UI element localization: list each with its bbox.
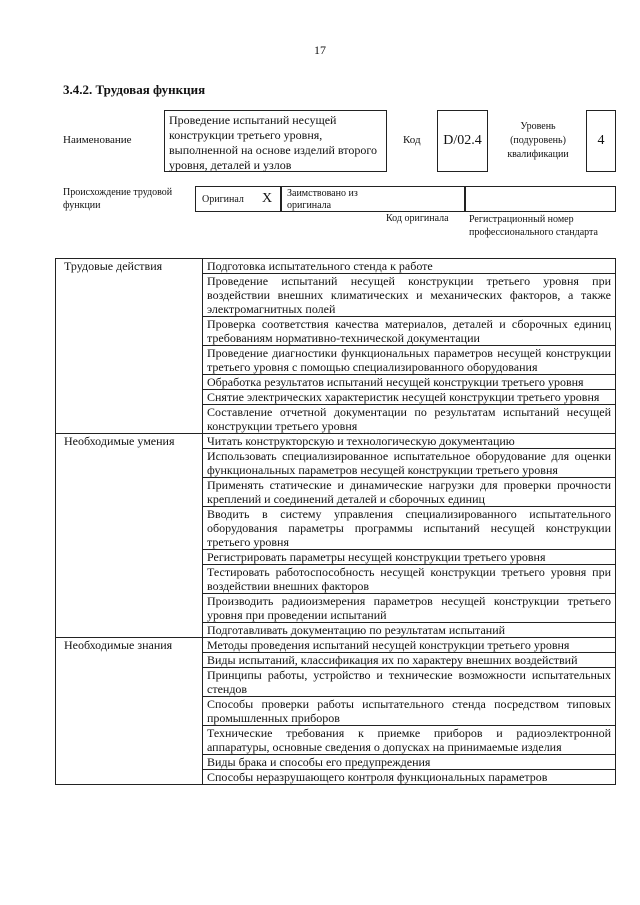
origin-label: Происхождение трудовой функции [63,187,173,211]
table-cell: Применять статические и динамические нагрузки для проверки прочности креплений и соединений деталей и сборочных единиц [203,478,616,507]
table-cell: Способы проверки работы испытательного стенда посредством типовых промышленных приборов [203,697,616,726]
function-name: Проведение испытаний несущей конструкции третьего уровня, выполненной на основе изделий второго уровня, деталей и узлов [169,113,377,172]
table-cell: Читать конструкторскую и технологическую документацию [203,434,616,449]
table-row [56,638,616,653]
function-name-box [164,110,387,172]
table-cell: Проведение диагностики функциональных параметров несущей конструкции третьего уровня с помощью специализированного оборудования [203,346,616,375]
table-cell: Виды брака и способы его предупреждения [203,755,616,770]
table-cell: Методы проведения испытаний несущей конструкции третьего уровня [203,638,616,653]
table-cell: Проведение испытаний несущей конструкции третьего уровня при воздействии внешних климатических и механических факторов, а также электромагнитных полей [203,274,616,317]
table-cell: Виды испытаний, классификация их по характеру внешних воздействий [203,653,616,668]
table-cell: Вводить в систему управления специализированного испытательного оборудования параметры программы испытаний несущей конструкции третьего уровня [203,507,616,550]
table-cell: Способы неразрушающего контроля функциональных параметров [203,770,616,785]
function-details-table [55,258,616,785]
table-cell: Технические требования к приемке приборов и радиоэлектронной аппаратуры, основные сведения о допусках на принимаемые изделия [203,726,616,755]
table-cell: Использовать специализированное испытательное оборудование для оценки функциональных параметров несущей конструкции третьего уровня [203,449,616,478]
category-labor-actions: Трудовые действия [56,259,203,434]
table-row [56,259,616,274]
reg-number-label: Регистрационный номер профессионального стандарта [469,214,598,238]
table-cell: Производить радиоизмерения параметров несущей конструкции третьего уровня при проведении испытаний [203,594,616,623]
table-cell: Регистрировать параметры несущей конструкции третьего уровня [203,550,616,565]
borrowed-cell [281,186,465,212]
table-cell: Составление отчетной документации по результатам испытаний несущей конструкции третьего уровня [203,405,616,434]
table-cell: Принципы работы, устройство и технические возможности испытательных стендов [203,668,616,697]
category-required-skills: Необходимые умения [56,434,203,638]
table-cell: Проверка соответствия качества материалов, деталей и сборочных единиц требованиям нормативно-технической документации [203,317,616,346]
original-label: Оригинал [202,194,244,205]
original-mark: X [262,191,273,206]
borrowed-label: Заимствовано из оригинала [287,188,358,211]
code-value: D/02.4 [437,110,488,172]
table-row [56,434,616,449]
table-cell: Тестировать работоспособность несущей конструкции третьего уровня при воздействии внешних факторов [203,565,616,594]
reg-number-cell [465,186,616,212]
table-cell: Подготовка испытательного стенда к работе [203,259,616,274]
page-number: 17 [314,43,326,57]
code-label: Код [403,134,421,146]
category-required-knowledge: Необходимые знания [56,638,203,785]
table-cell: Обработка результатов испытаний несущей конструкции третьего уровня [203,375,616,390]
level-label: Уровень (подуровень) квалификации [507,121,569,160]
level-value: 4 [586,110,616,172]
table-cell: Подготавливать документацию по результатам испытаний [203,623,616,638]
section-title: 3.4.2. Трудовая функция [63,82,206,97]
name-label: Наименование [63,134,132,146]
code-original-label: Код оригинала [386,213,449,224]
table-cell: Снятие электрических характеристик несущей конструкции третьего уровня [203,390,616,405]
original-cell [195,186,281,212]
